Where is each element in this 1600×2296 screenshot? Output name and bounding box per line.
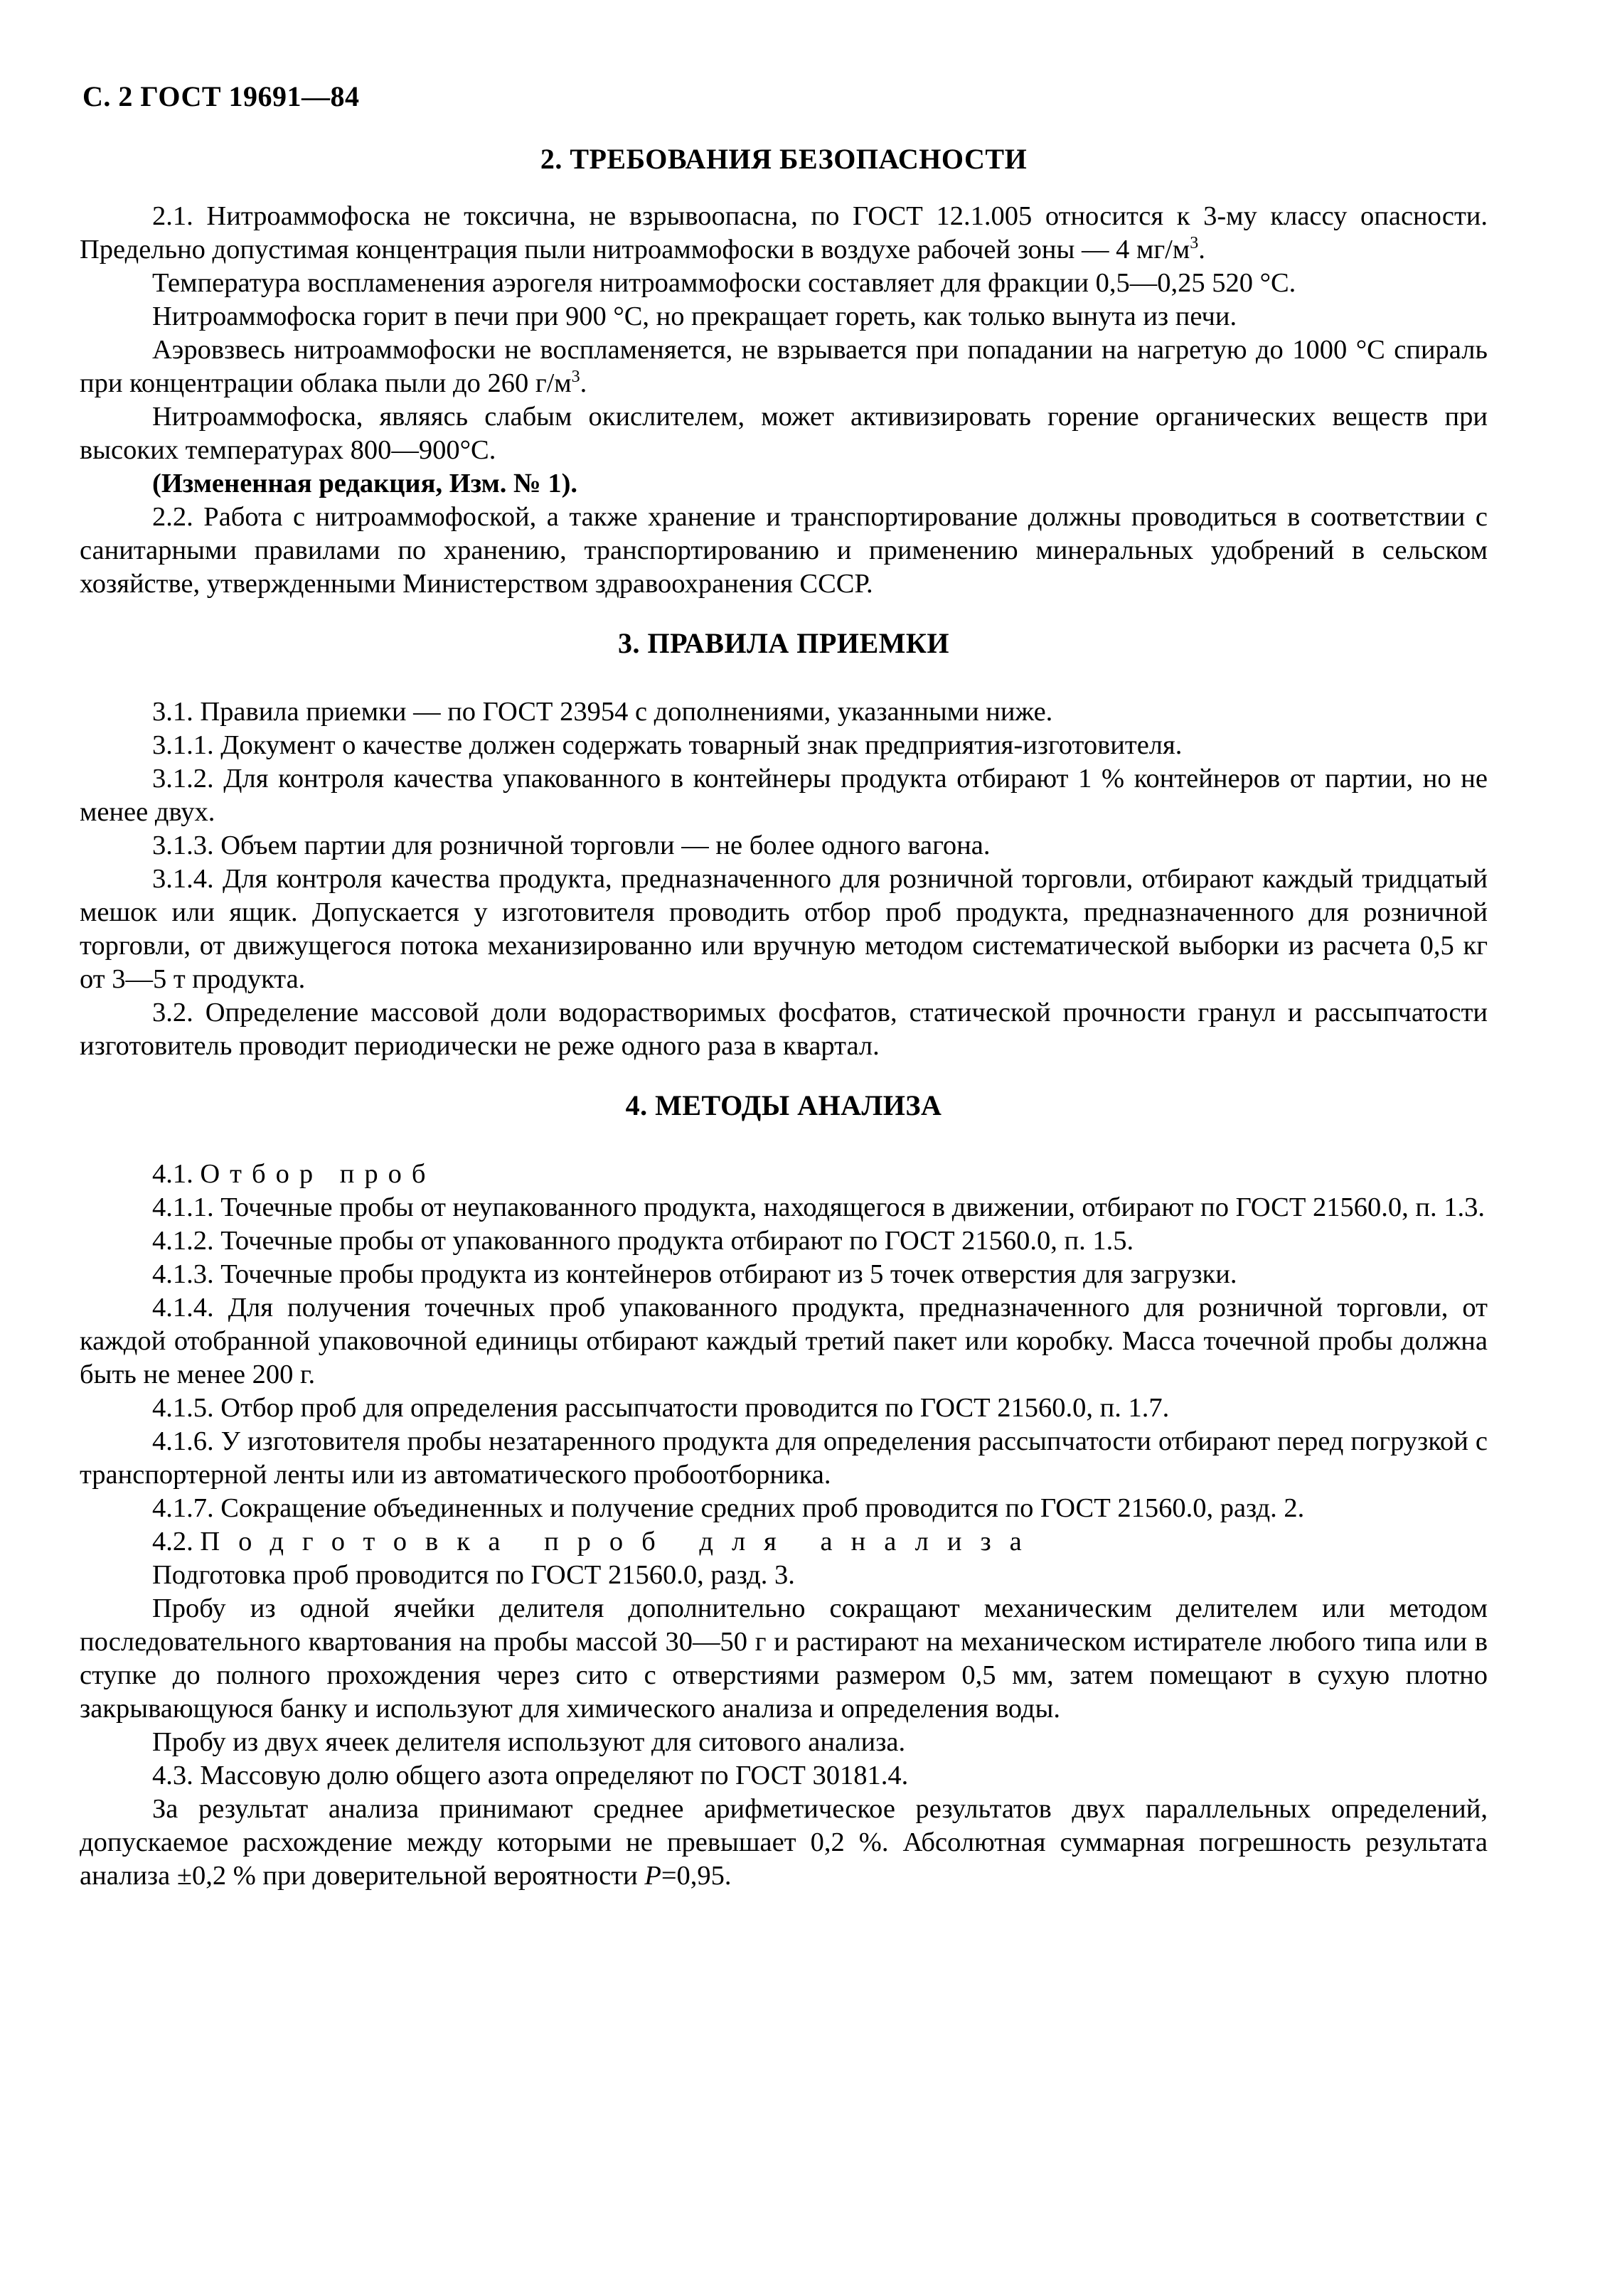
- paragraph-3-1: 3.1. Правила приемки — по ГОСТ 23954 с дополнениями, указанными ниже.: [152, 697, 1053, 727]
- paragraph-4-2: [80, 1525, 1488, 1559]
- paragraph-4-1-7: 4.1.7. Сокращение объединенных и получение средних проб проводится по ГОСТ 21560.0, разд. 2.: [152, 1493, 1305, 1523]
- paragraph-4-1-1: 4.1.1. Точечные пробы от неупакованного продукта, находящегося в движении, отбирают по ГОСТ 21560.0, п. 1.3.: [152, 1192, 1485, 1222]
- paragraph-2-1-aerosol: [80, 333, 1488, 400]
- superscript: 3: [1190, 234, 1199, 253]
- paragraph-4-1: [80, 1158, 1488, 1191]
- paragraph-4-3-result-end: =0,95.: [661, 1861, 732, 1891]
- superscript: 3: [571, 368, 580, 387]
- paragraph-3-1-3: 3.1.3. Объем партии для розничной торговли — не более одного вагона.: [152, 831, 991, 860]
- paragraph-3-1-4: 3.1.4. Для контроля качества продукта, предназначенного для розничной торговли, отбирают каждый тридцатый мешок или ящик. Допускается у изготовителя проводить отбор проб продукта, предназначенного для розничной торговли, от движущегося потока механизированно или вручную методом систематической выборки из расчета 0,5 кг от 3—5 т продукта.: [80, 864, 1488, 994]
- paragraph-2-1-end: .: [1198, 235, 1205, 265]
- paragraph-4-2-b: Пробу из одной ячейки делителя дополнительно сокращают механическим делителем или методом последовательного квартования на пробы массой 30—50 г и растирают на механическом истирателе любого типа или в ступке до полного прохождения через сито с отверстиями размером 0,5 мм, затем помещают в сухую плотно закрывающуюся банку и используют для химического анализа и определения воды.: [80, 1593, 1488, 1724]
- paragraph-2-1-aerosol-text: Аэровзвесь нитроаммофоски не воспламеняется, не взрывается при попадании на нагретую до 1000 °С спираль при концентрации облака пыли до 260 г/м: [80, 335, 1488, 398]
- paragraph-2-1: [80, 200, 1488, 267]
- revision-note: (Измененная редакция, Изм. № 1).: [152, 469, 578, 498]
- subsection-heading-sampling: Отбор проб: [200, 1159, 436, 1189]
- paragraph-2-2: 2.2. Работа с нитроаммофоской, а также хранение и транспортирование должны проводиться в соответствии с санитарными правилами по хранению, транспортированию и применению минеральных удобрений в сельском хозяйстве, утвержденными Министерством здравоохранения СССР.: [80, 502, 1488, 599]
- subsection-heading-preparation: Подготовка проб для анализа: [200, 1527, 1040, 1557]
- paragraph-4-1-number: 4.1.: [152, 1159, 193, 1189]
- paragraph-2-1-aerosol-end: .: [580, 368, 587, 398]
- probability-variable: Р: [644, 1861, 661, 1891]
- page-content: [80, 142, 1488, 1893]
- running-head: С. 2 ГОСТ 19691—84: [82, 80, 360, 112]
- paragraph-4-2-a: Подготовка проб проводится по ГОСТ 21560.0, разд. 3.: [152, 1560, 795, 1590]
- paragraph-2-1-text: 2.1. Нитроаммофоска не токсична, не взрывоопасна, по ГОСТ 12.1.005 относится к 3-му классу опасности. Предельно допустимая концентрация пыли нитроаммофоски в воздухе рабочей зоны — 4 мг/м: [80, 201, 1488, 265]
- paragraph-2-1-oxidizer: Нитроаммофоска, являясь слабым окислителем, может активизировать горение органических веществ при высоких температурах 800—900°С.: [80, 402, 1488, 465]
- paragraph-3-2: 3.2. Определение массовой доли водорастворимых фосфатов, статической прочности гранул и рассыпчатости изготовитель проводит периодически не реже одного раза в квартал.: [80, 998, 1488, 1061]
- paragraph-4-1-3: 4.1.3. Точечные пробы продукта из контейнеров отбирают из 5 точек отверстия для загрузки.: [152, 1259, 1237, 1289]
- paragraph-4-3-result-text: За результат анализа принимают среднее арифметическое результатов двух параллельных определений, допускаемое расхождение между которыми не превышает 0,2 %. Абсолютная суммарная погрешность результата анализа ±0,2 % при доверительной вероятности: [80, 1794, 1488, 1891]
- paragraph-4-2-number: 4.2.: [152, 1527, 193, 1557]
- paragraph-3-1-2: 3.1.2. Для контроля качества упакованного в контейнеры продукта отбирают 1 % контейнеров от партии, но не менее двух.: [80, 764, 1488, 827]
- paragraph-4-2-c: Пробу из двух ячеек делителя используют для ситового анализа.: [152, 1727, 906, 1757]
- paragraph-2-1-oven: Нитроаммофоска горит в печи при 900 °С, но прекращает гореть, как только вынута из печи.: [152, 301, 1237, 331]
- section-title-safety: 2. ТРЕБОВАНИЯ БЕЗОПАСНОСТИ: [540, 143, 1028, 175]
- section-title-methods: 4. МЕТОДЫ АНАЛИЗА: [625, 1089, 942, 1121]
- paragraph-4-1-5: 4.1.5. Отбор проб для определения рассыпчатости проводится по ГОСТ 21560.0, п. 1.7.: [152, 1393, 1170, 1423]
- paragraph-4-3-result: [80, 1793, 1488, 1893]
- paragraph-3-1-1: 3.1.1. Документ о качестве должен содержать товарный знак предприятия-изготовителя.: [152, 730, 1183, 760]
- paragraph-4-1-4: 4.1.4. Для получения точечных проб упакованного продукта, предназначенного для розничной торговли, от каждой отобранной упаковочной единицы отбирают каждый третий пакет или коробку. Масса точечной пробы должна быть не менее 200 г.: [80, 1293, 1488, 1389]
- paragraph-4-1-2: 4.1.2. Точечные пробы от упакованного продукта отбирают по ГОСТ 21560.0, п. 1.5.: [152, 1226, 1134, 1256]
- paragraph-4-1-6: 4.1.6. У изготовителя пробы незатаренного продукта для определения рассыпчатости отбирают перед погрузкой с транспортерной ленты или из автоматического пробоотборника.: [80, 1426, 1488, 1490]
- section-title-acceptance: 3. ПРАВИЛА ПРИЕМКИ: [617, 627, 949, 659]
- paragraph-4-3: 4.3. Массовую долю общего азота определяют по ГОСТ 30181.4.: [152, 1761, 909, 1790]
- paragraph-2-1-temperature: Температура воспламенения аэрогеля нитроаммофоски составляет для фракции 0,5—0,25 520 °С.: [152, 268, 1296, 298]
